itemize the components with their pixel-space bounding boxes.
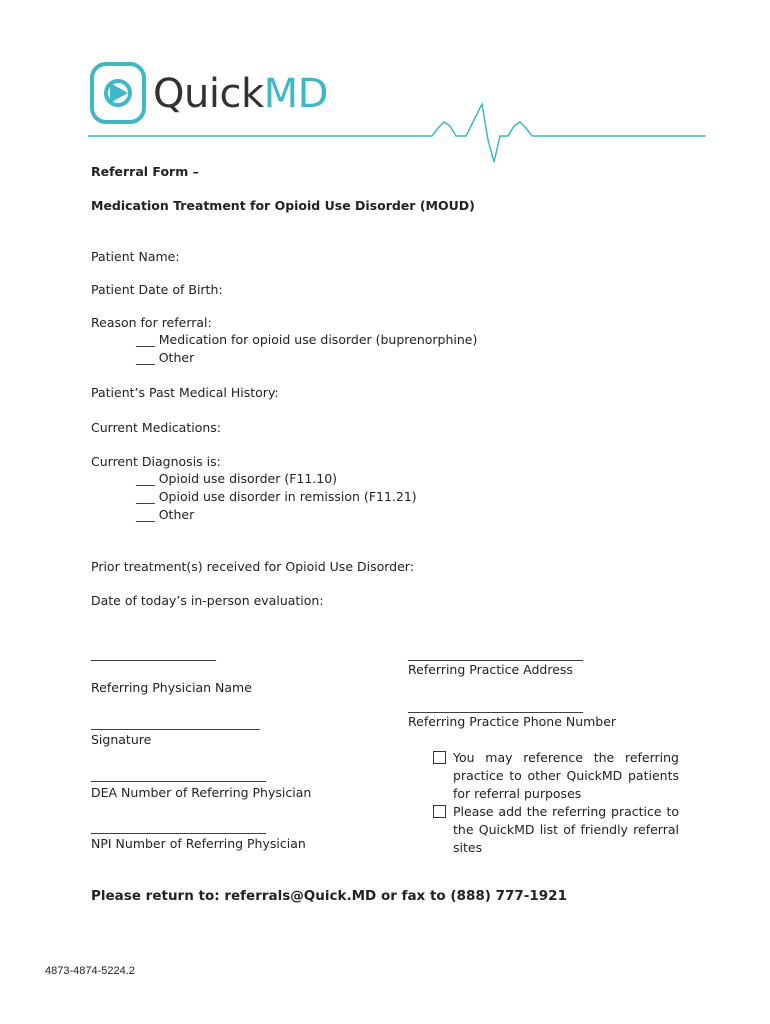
- dea-number-line[interactable]: ____________________________: [91, 767, 266, 782]
- reason-option: ___ Medication for opioid use disorder (buprenorphine): [136, 332, 478, 347]
- form-title: Referral Form –: [91, 164, 199, 179]
- reference-practice-checkbox[interactable]: [433, 751, 446, 764]
- practice-address-line[interactable]: ____________________________: [408, 646, 583, 661]
- dea-number-label: DEA Number of Referring Physician: [91, 785, 312, 800]
- reference-practice-text: You may reference the referring practice to other QuickMD patients for referral purposes: [453, 750, 679, 801]
- diagnosis-option: ___ Other: [136, 507, 195, 522]
- signature-label: Signature: [91, 732, 152, 747]
- npi-number-label: NPI Number of Referring Physician: [91, 836, 306, 851]
- practice-phone-label: Referring Practice Phone Number: [408, 714, 617, 729]
- friendly-site-text: Please add the referring practice to the QuickMD list of friendly referral sites: [453, 804, 679, 855]
- friendly-site-checkbox[interactable]: [433, 805, 446, 818]
- patient-name-label: Patient Name:: [91, 249, 180, 264]
- header-logo: [0, 0, 770, 190]
- diagnosis-option: ___ Opioid use disorder (F11.10): [136, 471, 338, 486]
- brand-name: QuickMD: [153, 71, 328, 117]
- prior-treatment-label: Prior treatment(s) received for Opioid Use Disorder:: [91, 559, 414, 574]
- diagnosis-option: ___ Opioid use disorder in remission (F11.21): [136, 489, 417, 504]
- past-history-label: Patient’s Past Medical History:: [91, 385, 279, 400]
- physician-name-line[interactable]: ____________________: [91, 646, 216, 661]
- npi-number-line[interactable]: ____________________________: [91, 819, 266, 834]
- patient-dob-label: Patient Date of Birth:: [91, 282, 223, 297]
- reason-label: Reason for referral:: [91, 315, 212, 330]
- document-id: 4873-4874-5224.2: [45, 965, 135, 977]
- quickmd-logo-icon: [0, 0, 770, 190]
- physician-name-label: Referring Physician Name: [91, 680, 252, 695]
- diagnosis-label: Current Diagnosis is:: [91, 454, 221, 469]
- return-instructions: Please return to: referrals@Quick.MD or fax to (888) 777-1921: [91, 888, 567, 904]
- practice-address-label: Referring Practice Address: [408, 662, 573, 677]
- form-subtitle: Medication Treatment for Opioid Use Disorder (MOUD): [91, 198, 475, 213]
- practice-phone-line[interactable]: ____________________________: [408, 698, 583, 713]
- reason-option: ___ Other: [136, 350, 195, 365]
- signature-line[interactable]: ___________________________: [91, 715, 260, 730]
- current-meds-label: Current Medications:: [91, 420, 222, 435]
- eval-date-label: Date of today’s in-person evaluation:: [91, 593, 324, 608]
